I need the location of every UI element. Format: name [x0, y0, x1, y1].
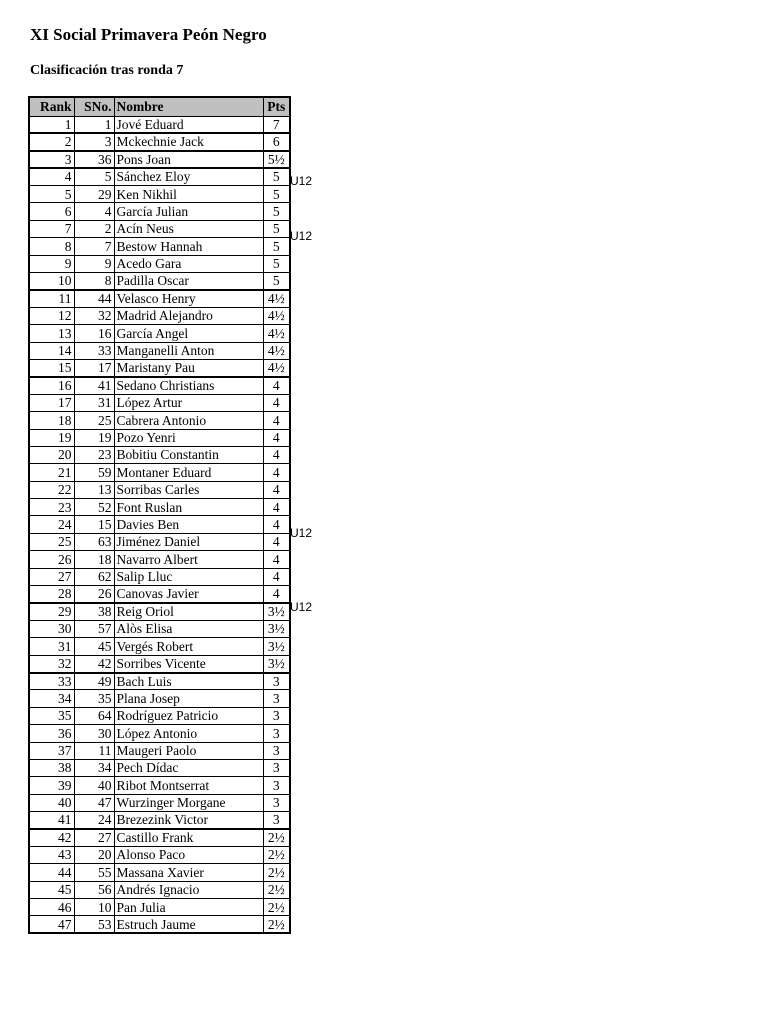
table-row	[29, 846, 290, 863]
rank-cell: 17	[29, 394, 74, 411]
name-cell: López Antonio	[114, 725, 263, 742]
table-row	[29, 151, 290, 168]
category-tag: U12	[290, 173, 313, 188]
rank-cell: 23	[29, 499, 74, 516]
name-cell: Vergés Robert	[114, 638, 263, 655]
name-cell: Sánchez Eloy	[114, 168, 263, 185]
pts-cell: 3½	[263, 655, 290, 672]
name-cell: Plana Josep	[114, 690, 263, 707]
pts-cell: 4	[263, 394, 290, 411]
pts-cell: 3	[263, 742, 290, 759]
pts-cell: 5	[263, 255, 290, 272]
pts-cell: 4	[263, 412, 290, 429]
sno-cell: 38	[74, 603, 114, 620]
pts-cell: 4	[263, 586, 290, 603]
pts-cell: 3	[263, 777, 290, 794]
rank-cell: 32	[29, 655, 74, 672]
table-row	[29, 759, 290, 776]
rank-cell: 22	[29, 481, 74, 498]
rank-cell: 35	[29, 707, 74, 724]
table-row	[29, 307, 290, 324]
sno-cell: 3	[74, 133, 114, 150]
rank-cell: 6	[29, 203, 74, 220]
name-cell: Massana Xavier	[114, 864, 263, 881]
pts-cell: 3	[263, 707, 290, 724]
column-header-name: Nombre	[114, 97, 263, 116]
rank-cell: 20	[29, 446, 74, 463]
name-cell: Brezezink Victor	[114, 812, 263, 829]
table-row	[29, 290, 290, 307]
sno-cell: 7	[74, 238, 114, 255]
column-header-pts: Pts	[263, 97, 290, 116]
document-title: XI Social Primavera Peón Negro	[30, 25, 267, 44]
pts-cell: 4	[263, 551, 290, 568]
sno-cell: 64	[74, 707, 114, 724]
sno-cell: 57	[74, 620, 114, 637]
table-row	[29, 203, 290, 220]
pts-cell: 5½	[263, 151, 290, 168]
table-row	[29, 533, 290, 550]
name-cell: Sedano Christians	[114, 377, 263, 394]
sno-cell: 55	[74, 864, 114, 881]
table-row	[29, 620, 290, 637]
name-cell: Wurzinger Morgane	[114, 794, 263, 811]
pts-cell: 3	[263, 794, 290, 811]
table-row	[29, 429, 290, 446]
pts-cell: 4	[263, 568, 290, 585]
name-cell: Pan Julia	[114, 899, 263, 916]
rank-cell: 36	[29, 725, 74, 742]
pts-cell: 2½	[263, 916, 290, 933]
rank-cell: 7	[29, 220, 74, 237]
sno-cell: 26	[74, 586, 114, 603]
pts-cell: 3	[263, 759, 290, 776]
table-row	[29, 255, 290, 272]
rank-cell: 37	[29, 742, 74, 759]
name-cell: Acedo Gara	[114, 255, 263, 272]
pts-cell: 4	[263, 516, 290, 533]
category-tag: U12	[290, 229, 313, 244]
sno-cell: 20	[74, 846, 114, 863]
table-row	[29, 359, 290, 376]
name-cell: Pozo Yenri	[114, 429, 263, 446]
table-row	[29, 638, 290, 655]
sno-cell: 36	[74, 151, 114, 168]
sno-cell: 32	[74, 307, 114, 324]
rank-cell: 14	[29, 342, 74, 359]
sno-cell: 34	[74, 759, 114, 776]
sno-cell: 27	[74, 829, 114, 846]
sno-cell: 40	[74, 777, 114, 794]
name-cell: Canovas Javier	[114, 586, 263, 603]
name-cell: Reig Oriol	[114, 603, 263, 620]
table-row	[29, 829, 290, 846]
rank-cell: 38	[29, 759, 74, 776]
rank-cell: 16	[29, 377, 74, 394]
sno-cell: 35	[74, 690, 114, 707]
name-cell: Padilla Oscar	[114, 273, 263, 290]
sno-cell: 15	[74, 516, 114, 533]
rank-cell: 43	[29, 846, 74, 863]
sno-cell: 19	[74, 429, 114, 446]
name-cell: Manganelli Anton	[114, 342, 263, 359]
name-cell: Madrid Alejandro	[114, 307, 263, 324]
category-tag: U12	[290, 600, 313, 615]
sno-cell: 42	[74, 655, 114, 672]
rank-cell: 27	[29, 568, 74, 585]
rank-cell: 34	[29, 690, 74, 707]
rank-cell: 28	[29, 586, 74, 603]
sno-cell: 24	[74, 812, 114, 829]
pts-cell: 5	[263, 168, 290, 185]
table-row	[29, 133, 290, 150]
name-cell: Davies Ben	[114, 516, 263, 533]
category-tag: U12	[290, 526, 313, 541]
table-row	[29, 342, 290, 359]
name-cell: Mckechnie Jack	[114, 133, 263, 150]
rank-cell: 47	[29, 916, 74, 933]
sno-cell: 41	[74, 377, 114, 394]
pts-cell: 3	[263, 690, 290, 707]
table-row	[29, 186, 290, 203]
table-row	[29, 881, 290, 898]
table-row	[29, 446, 290, 463]
rank-cell: 21	[29, 464, 74, 481]
sno-cell: 13	[74, 481, 114, 498]
rank-cell: 45	[29, 881, 74, 898]
name-cell: Maristany Pau	[114, 359, 263, 376]
table-row	[29, 916, 290, 933]
sno-cell: 18	[74, 551, 114, 568]
name-cell: Sorribes Vicente	[114, 655, 263, 672]
name-cell: Bobitiu Constantin	[114, 446, 263, 463]
name-cell: Cabrera Antonio	[114, 412, 263, 429]
table-row	[29, 655, 290, 672]
pts-cell: 4½	[263, 342, 290, 359]
pts-cell: 4½	[263, 307, 290, 324]
rank-cell: 4	[29, 168, 74, 185]
table-row	[29, 394, 290, 411]
sno-cell: 1	[74, 116, 114, 133]
rank-cell: 25	[29, 533, 74, 550]
pts-cell: 4	[263, 481, 290, 498]
name-cell: García Julian	[114, 203, 263, 220]
name-cell: Pons Joan	[114, 151, 263, 168]
sno-cell: 52	[74, 499, 114, 516]
table-row	[29, 899, 290, 916]
sno-cell: 4	[74, 203, 114, 220]
rank-cell: 12	[29, 307, 74, 324]
pts-cell: 5	[263, 186, 290, 203]
rank-cell: 19	[29, 429, 74, 446]
pts-cell: 4½	[263, 290, 290, 307]
rank-cell: 33	[29, 673, 74, 690]
name-cell: Acín Neus	[114, 220, 263, 237]
table-row	[29, 812, 290, 829]
rank-cell: 46	[29, 899, 74, 916]
table-row	[29, 238, 290, 255]
rank-cell: 29	[29, 603, 74, 620]
rank-cell: 24	[29, 516, 74, 533]
name-cell: Andrés Ignacio	[114, 881, 263, 898]
rank-cell: 26	[29, 551, 74, 568]
sno-cell: 8	[74, 273, 114, 290]
table-row	[29, 742, 290, 759]
name-cell: Alòs Elisa	[114, 620, 263, 637]
sno-cell: 30	[74, 725, 114, 742]
name-cell: Castillo Frank	[114, 829, 263, 846]
pts-cell: 3½	[263, 603, 290, 620]
rank-cell: 5	[29, 186, 74, 203]
pts-cell: 5	[263, 203, 290, 220]
sno-cell: 62	[74, 568, 114, 585]
table-row	[29, 273, 290, 290]
table-row	[29, 603, 290, 620]
name-cell: Ribot Montserrat	[114, 777, 263, 794]
sno-cell: 63	[74, 533, 114, 550]
pts-cell: 5	[263, 238, 290, 255]
sno-cell: 2	[74, 220, 114, 237]
pts-cell: 2½	[263, 864, 290, 881]
name-cell: Jové Eduard	[114, 116, 263, 133]
name-cell: Montaner Eduard	[114, 464, 263, 481]
sno-cell: 33	[74, 342, 114, 359]
rank-cell: 11	[29, 290, 74, 307]
pts-cell: 2½	[263, 846, 290, 863]
rank-cell: 3	[29, 151, 74, 168]
rank-cell: 10	[29, 273, 74, 290]
pts-cell: 5	[263, 220, 290, 237]
pts-cell: 4½	[263, 359, 290, 376]
rank-cell: 9	[29, 255, 74, 272]
sno-cell: 53	[74, 916, 114, 933]
name-cell: Estruch Jaume	[114, 916, 263, 933]
rank-cell: 13	[29, 325, 74, 342]
rank-cell: 39	[29, 777, 74, 794]
rank-cell: 1	[29, 116, 74, 133]
pts-cell: 6	[263, 133, 290, 150]
pts-cell: 2½	[263, 829, 290, 846]
rank-cell: 41	[29, 812, 74, 829]
pts-cell: 2½	[263, 881, 290, 898]
name-cell: Pech Dídac	[114, 759, 263, 776]
table-row	[29, 690, 290, 707]
table-row	[29, 725, 290, 742]
name-cell: Bach Luis	[114, 673, 263, 690]
name-cell: Maugeri Paolo	[114, 742, 263, 759]
table-row	[29, 516, 290, 533]
sno-cell: 9	[74, 255, 114, 272]
name-cell: Alonso Paco	[114, 846, 263, 863]
table-header-row	[29, 97, 290, 116]
table-row	[29, 220, 290, 237]
name-cell: Ken Nikhil	[114, 186, 263, 203]
sno-cell: 5	[74, 168, 114, 185]
pts-cell: 4	[263, 429, 290, 446]
table-row	[29, 481, 290, 498]
rank-cell: 40	[29, 794, 74, 811]
pts-cell: 3½	[263, 620, 290, 637]
pts-cell: 4½	[263, 325, 290, 342]
rank-cell: 18	[29, 412, 74, 429]
name-cell: Font Ruslan	[114, 499, 263, 516]
sno-cell: 11	[74, 742, 114, 759]
pts-cell: 3	[263, 812, 290, 829]
table-row	[29, 586, 290, 603]
name-cell: Jiménez Daniel	[114, 533, 263, 550]
sno-cell: 45	[74, 638, 114, 655]
name-cell: Rodríguez Patricio	[114, 707, 263, 724]
rank-cell: 31	[29, 638, 74, 655]
document-subtitle: Clasificación tras ronda 7	[30, 63, 184, 78]
rank-cell: 42	[29, 829, 74, 846]
sno-cell: 29	[74, 186, 114, 203]
sno-cell: 10	[74, 899, 114, 916]
pts-cell: 7	[263, 116, 290, 133]
pts-cell: 4	[263, 464, 290, 481]
table-row	[29, 499, 290, 516]
pts-cell: 3	[263, 725, 290, 742]
sno-cell: 16	[74, 325, 114, 342]
table-row	[29, 325, 290, 342]
column-header-rank: Rank	[29, 97, 74, 116]
table-row	[29, 412, 290, 429]
name-cell: Velasco Henry	[114, 290, 263, 307]
sno-cell: 17	[74, 359, 114, 376]
sno-cell: 31	[74, 394, 114, 411]
pts-cell: 3	[263, 673, 290, 690]
pts-cell: 4	[263, 446, 290, 463]
name-cell: García Angel	[114, 325, 263, 342]
sno-cell: 23	[74, 446, 114, 463]
rank-cell: 2	[29, 133, 74, 150]
pts-cell: 5	[263, 273, 290, 290]
sno-cell: 59	[74, 464, 114, 481]
name-cell: Bestow Hannah	[114, 238, 263, 255]
pts-cell: 4	[263, 499, 290, 516]
rank-cell: 15	[29, 359, 74, 376]
rank-cell: 8	[29, 238, 74, 255]
sno-cell: 47	[74, 794, 114, 811]
table-row	[29, 794, 290, 811]
sno-cell: 56	[74, 881, 114, 898]
name-cell: López Artur	[114, 394, 263, 411]
table-row	[29, 673, 290, 690]
pts-cell: 4	[263, 533, 290, 550]
table-row	[29, 864, 290, 881]
table-row	[29, 551, 290, 568]
table-row	[29, 116, 290, 133]
sno-cell: 25	[74, 412, 114, 429]
pts-cell: 2½	[263, 899, 290, 916]
table-row	[29, 377, 290, 394]
column-header-sno: SNo.	[74, 97, 114, 116]
table-row	[29, 168, 290, 185]
name-cell: Salip Lluc	[114, 568, 263, 585]
name-cell: Sorribas Carles	[114, 481, 263, 498]
table-row	[29, 777, 290, 794]
table-row	[29, 568, 290, 585]
table-row	[29, 707, 290, 724]
name-cell: Navarro Albert	[114, 551, 263, 568]
sno-cell: 44	[74, 290, 114, 307]
rank-cell: 44	[29, 864, 74, 881]
sno-cell: 49	[74, 673, 114, 690]
pts-cell: 3½	[263, 638, 290, 655]
rank-cell: 30	[29, 620, 74, 637]
standings-table	[28, 96, 291, 934]
pts-cell: 4	[263, 377, 290, 394]
table-row	[29, 464, 290, 481]
